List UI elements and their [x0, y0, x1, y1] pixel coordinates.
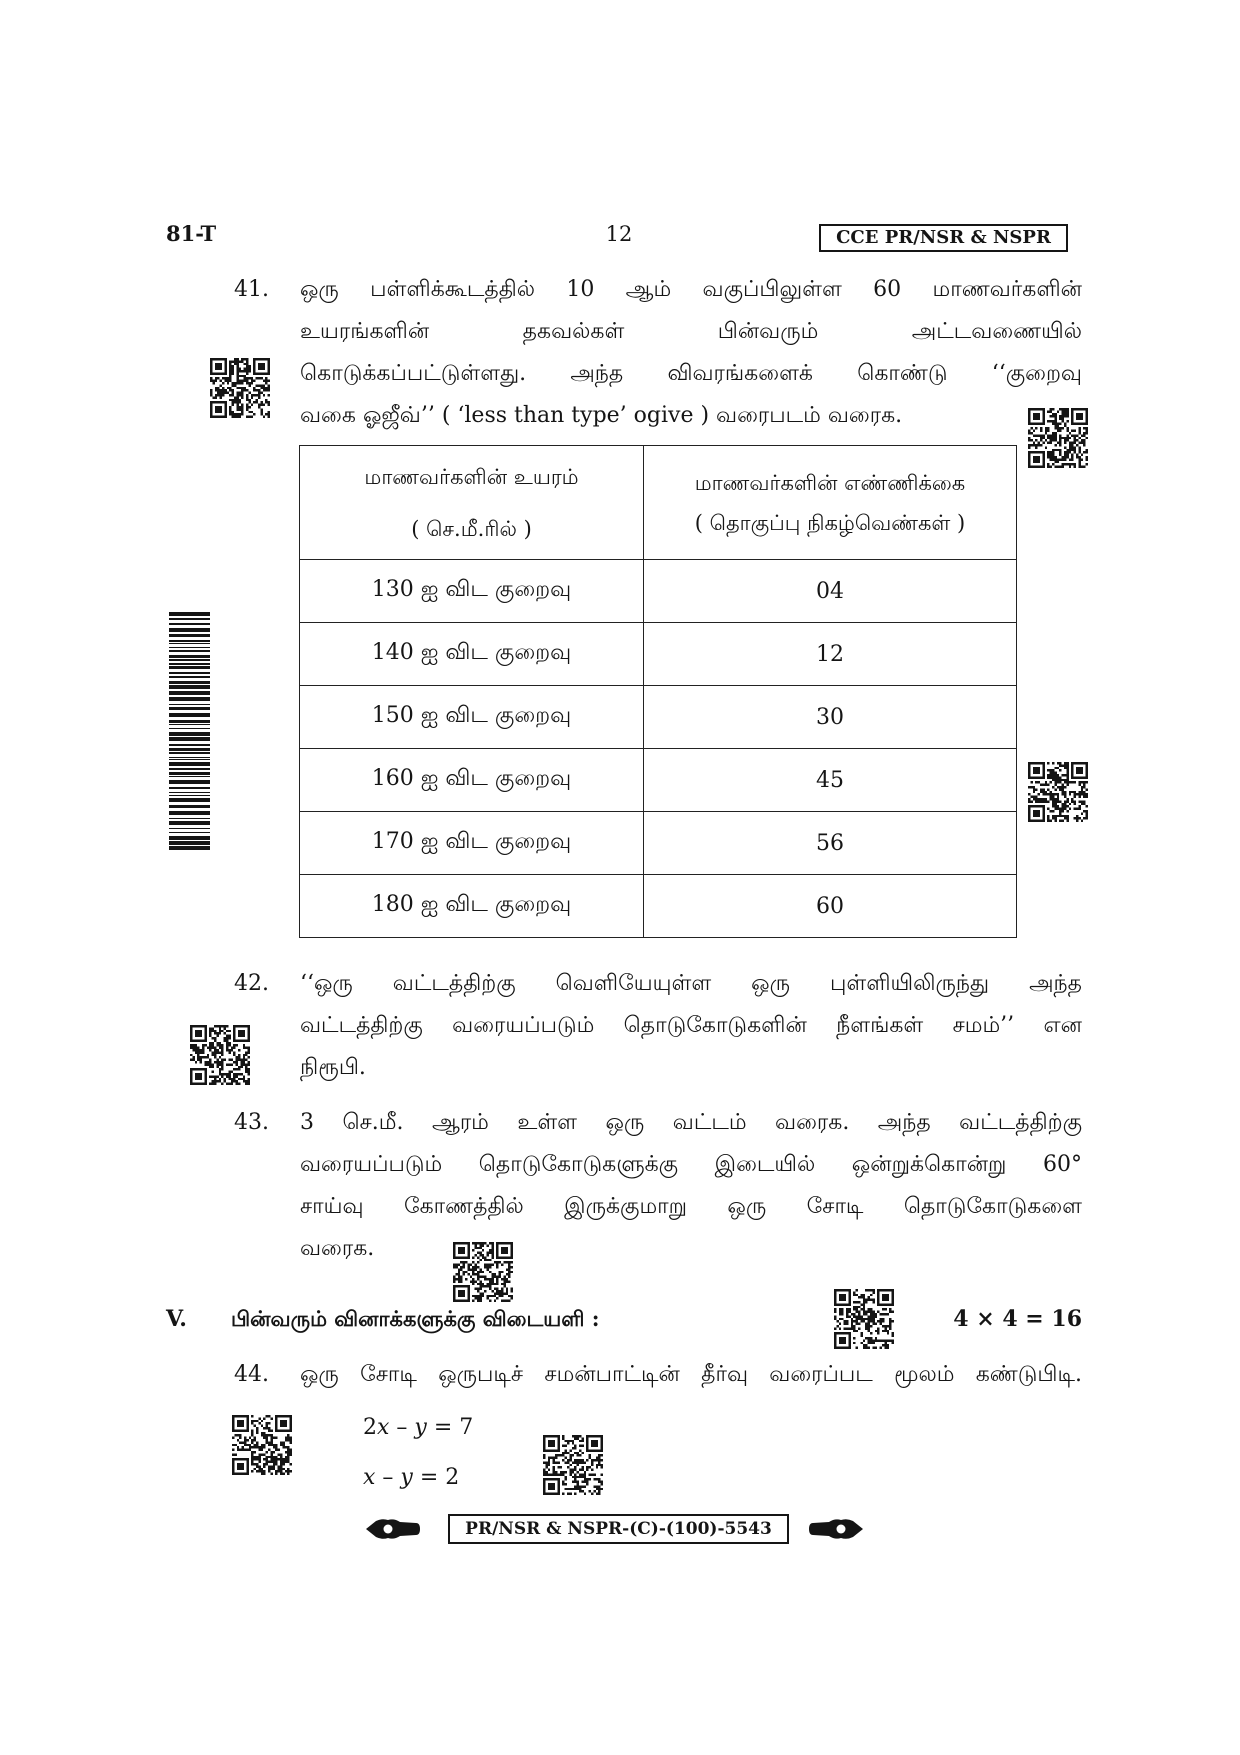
- table-cell-frequency: 30: [644, 686, 1017, 749]
- table-cell-class: 130 ஐ விட குறைவு: [300, 560, 644, 623]
- table-cell-class: 160 ஐ விட குறைவு: [300, 749, 644, 812]
- ornament-group: [809, 1519, 863, 1539]
- ornament-shape: [809, 1519, 863, 1539]
- ornament-shape: [366, 1519, 420, 1539]
- qr-modules: [1028, 762, 1088, 822]
- question-text-line: வகை ஓஜீவ்’’ ( ‘less than type’ ogive ) வரைபடம் வரைக.: [300, 403, 903, 428]
- qr-modules: [210, 358, 270, 418]
- barcode: [169, 612, 210, 853]
- ornament-hole: [384, 1525, 393, 1534]
- table-cell-class: 180 ஐ விட குறைவு: [300, 875, 644, 938]
- table-header-line: ( செ.மீ.ரில் ): [411, 516, 532, 541]
- qr-code: [1028, 408, 1088, 468]
- question-text-line: கொடுக்கப்பட்டுள்ளது. அந்த விவரங்களைக் கொண்டு ‘‘குறைவு: [300, 361, 1082, 386]
- page-number: 12: [605, 222, 633, 246]
- question-text-line: 3 செ.மீ. ஆரம் உள்ள ஒரு வட்டம் வரைக. அந்த வட்டத்திற்கு: [300, 1110, 1082, 1135]
- question-41-text: [300, 269, 1082, 437]
- section-marks: 4 × 4 = 16: [953, 1306, 1082, 1332]
- question-text-line: சாய்வு கோணத்தில் இருக்குமாறு ஒரு சோடி தொடுகோடுகளை: [300, 1194, 1082, 1219]
- table-cell-class: 150 ஐ விட குறைவு: [300, 686, 644, 749]
- footer-code-box: PR/NSR & NSPR-(C)-(100)-5543: [448, 1514, 789, 1544]
- qr-modules: [1028, 408, 1088, 468]
- table-row: [300, 875, 1017, 938]
- footer-ornament-right: [809, 1518, 863, 1540]
- question-number-44: 44.: [234, 1362, 269, 1387]
- question-text-line: உயரங்களின் தகவல்கள் பின்வரும் அட்டவணையில்: [300, 319, 1082, 344]
- table-row: [300, 623, 1017, 686]
- question-number-41: 41.: [234, 277, 269, 302]
- table-row: [300, 749, 1017, 812]
- qr-modules: [232, 1415, 292, 1475]
- question-text-line: வரைக.: [300, 1236, 375, 1261]
- question-text-line: ஒரு பள்ளிக்கூடத்தில் 10 ஆம் வகுப்பிலுள்ள 60 மாணவர்களின்: [300, 277, 1082, 302]
- table-header-line: ( தொகுப்பு நிகழ்வெண்கள் ): [694, 510, 966, 535]
- table-header-student-height: [300, 446, 644, 560]
- table-row: [300, 686, 1017, 749]
- cumulative-frequency-table: [299, 445, 1017, 938]
- paper-code: 81-T: [166, 221, 217, 246]
- footer-ornament-left: [366, 1518, 420, 1540]
- question-number-42: 42.: [234, 971, 269, 996]
- qr-code: [190, 1025, 250, 1085]
- qr-code: [232, 1415, 292, 1475]
- table-header-row: [300, 446, 1017, 560]
- ornament-hole: [837, 1525, 846, 1534]
- qr-code: [1028, 762, 1088, 822]
- equation: x – y = 2: [363, 1465, 460, 1490]
- table-cell-frequency: 60: [644, 875, 1017, 938]
- question-text-line: ஒரு சோடி ஒருபடிச் சமன்பாட்டின் தீர்வு வரைப்பட மூலம் கண்டுபிடி.: [300, 1362, 1082, 1387]
- qr-modules: [453, 1242, 513, 1302]
- question-text-line: வரையப்படும் தொடுகோடுகளுக்கு இடையில் ஒன்றுக்கொன்று 60°: [300, 1152, 1082, 1177]
- question-43-text: [300, 1102, 1082, 1270]
- question-text-line: ‘‘ஒரு வட்டத்திற்கு வெளியேயுள்ள ஒரு புள்ளியிலிருந்து அந்த: [300, 971, 1082, 996]
- section-label: V.: [166, 1306, 187, 1332]
- question-44-text: [300, 1354, 1082, 1396]
- table-row: [300, 812, 1017, 875]
- barcode-bars: [169, 612, 210, 850]
- question-42-text: [300, 963, 1082, 1089]
- table-header-line: மாணவர்களின் உயரம்: [364, 464, 579, 489]
- question-text-line: வட்டத்திற்கு வரையப்படும் தொடுகோடுகளின் நீளங்கள் சமம்’’ என: [300, 1013, 1082, 1038]
- table-cell-frequency: 56: [644, 812, 1017, 875]
- section-instruction: பின்வரும் வினாக்களுக்கு விடையளி :: [231, 1306, 600, 1331]
- qr-code: [543, 1435, 603, 1495]
- table-row: [300, 560, 1017, 623]
- qr-modules: [834, 1289, 894, 1349]
- question-number-43: 43.: [234, 1110, 269, 1135]
- qr-code: [834, 1289, 894, 1349]
- table-cell-class: 140 ஐ விட குறைவு: [300, 623, 644, 686]
- table-cell-frequency: 12: [644, 623, 1017, 686]
- table-header-line: மாணவர்களின் எண்ணிக்கை: [694, 470, 966, 495]
- table-header-student-count: [644, 446, 1017, 560]
- qr-code: [210, 358, 270, 418]
- table-head: [300, 446, 1017, 560]
- series-code-box: CCE PR/NSR & NSPR: [819, 224, 1068, 252]
- qr-code: [453, 1242, 513, 1302]
- table-cell-class: 170 ஐ விட குறைவு: [300, 812, 644, 875]
- table-body: [300, 560, 1017, 938]
- qr-modules: [190, 1025, 250, 1085]
- table-cell-frequency: 04: [644, 560, 1017, 623]
- question-text-line: நிரூபி.: [300, 1055, 366, 1080]
- table-cell-frequency: 45: [644, 749, 1017, 812]
- equation: 2x – y = 7: [363, 1415, 474, 1440]
- qr-modules: [543, 1435, 603, 1495]
